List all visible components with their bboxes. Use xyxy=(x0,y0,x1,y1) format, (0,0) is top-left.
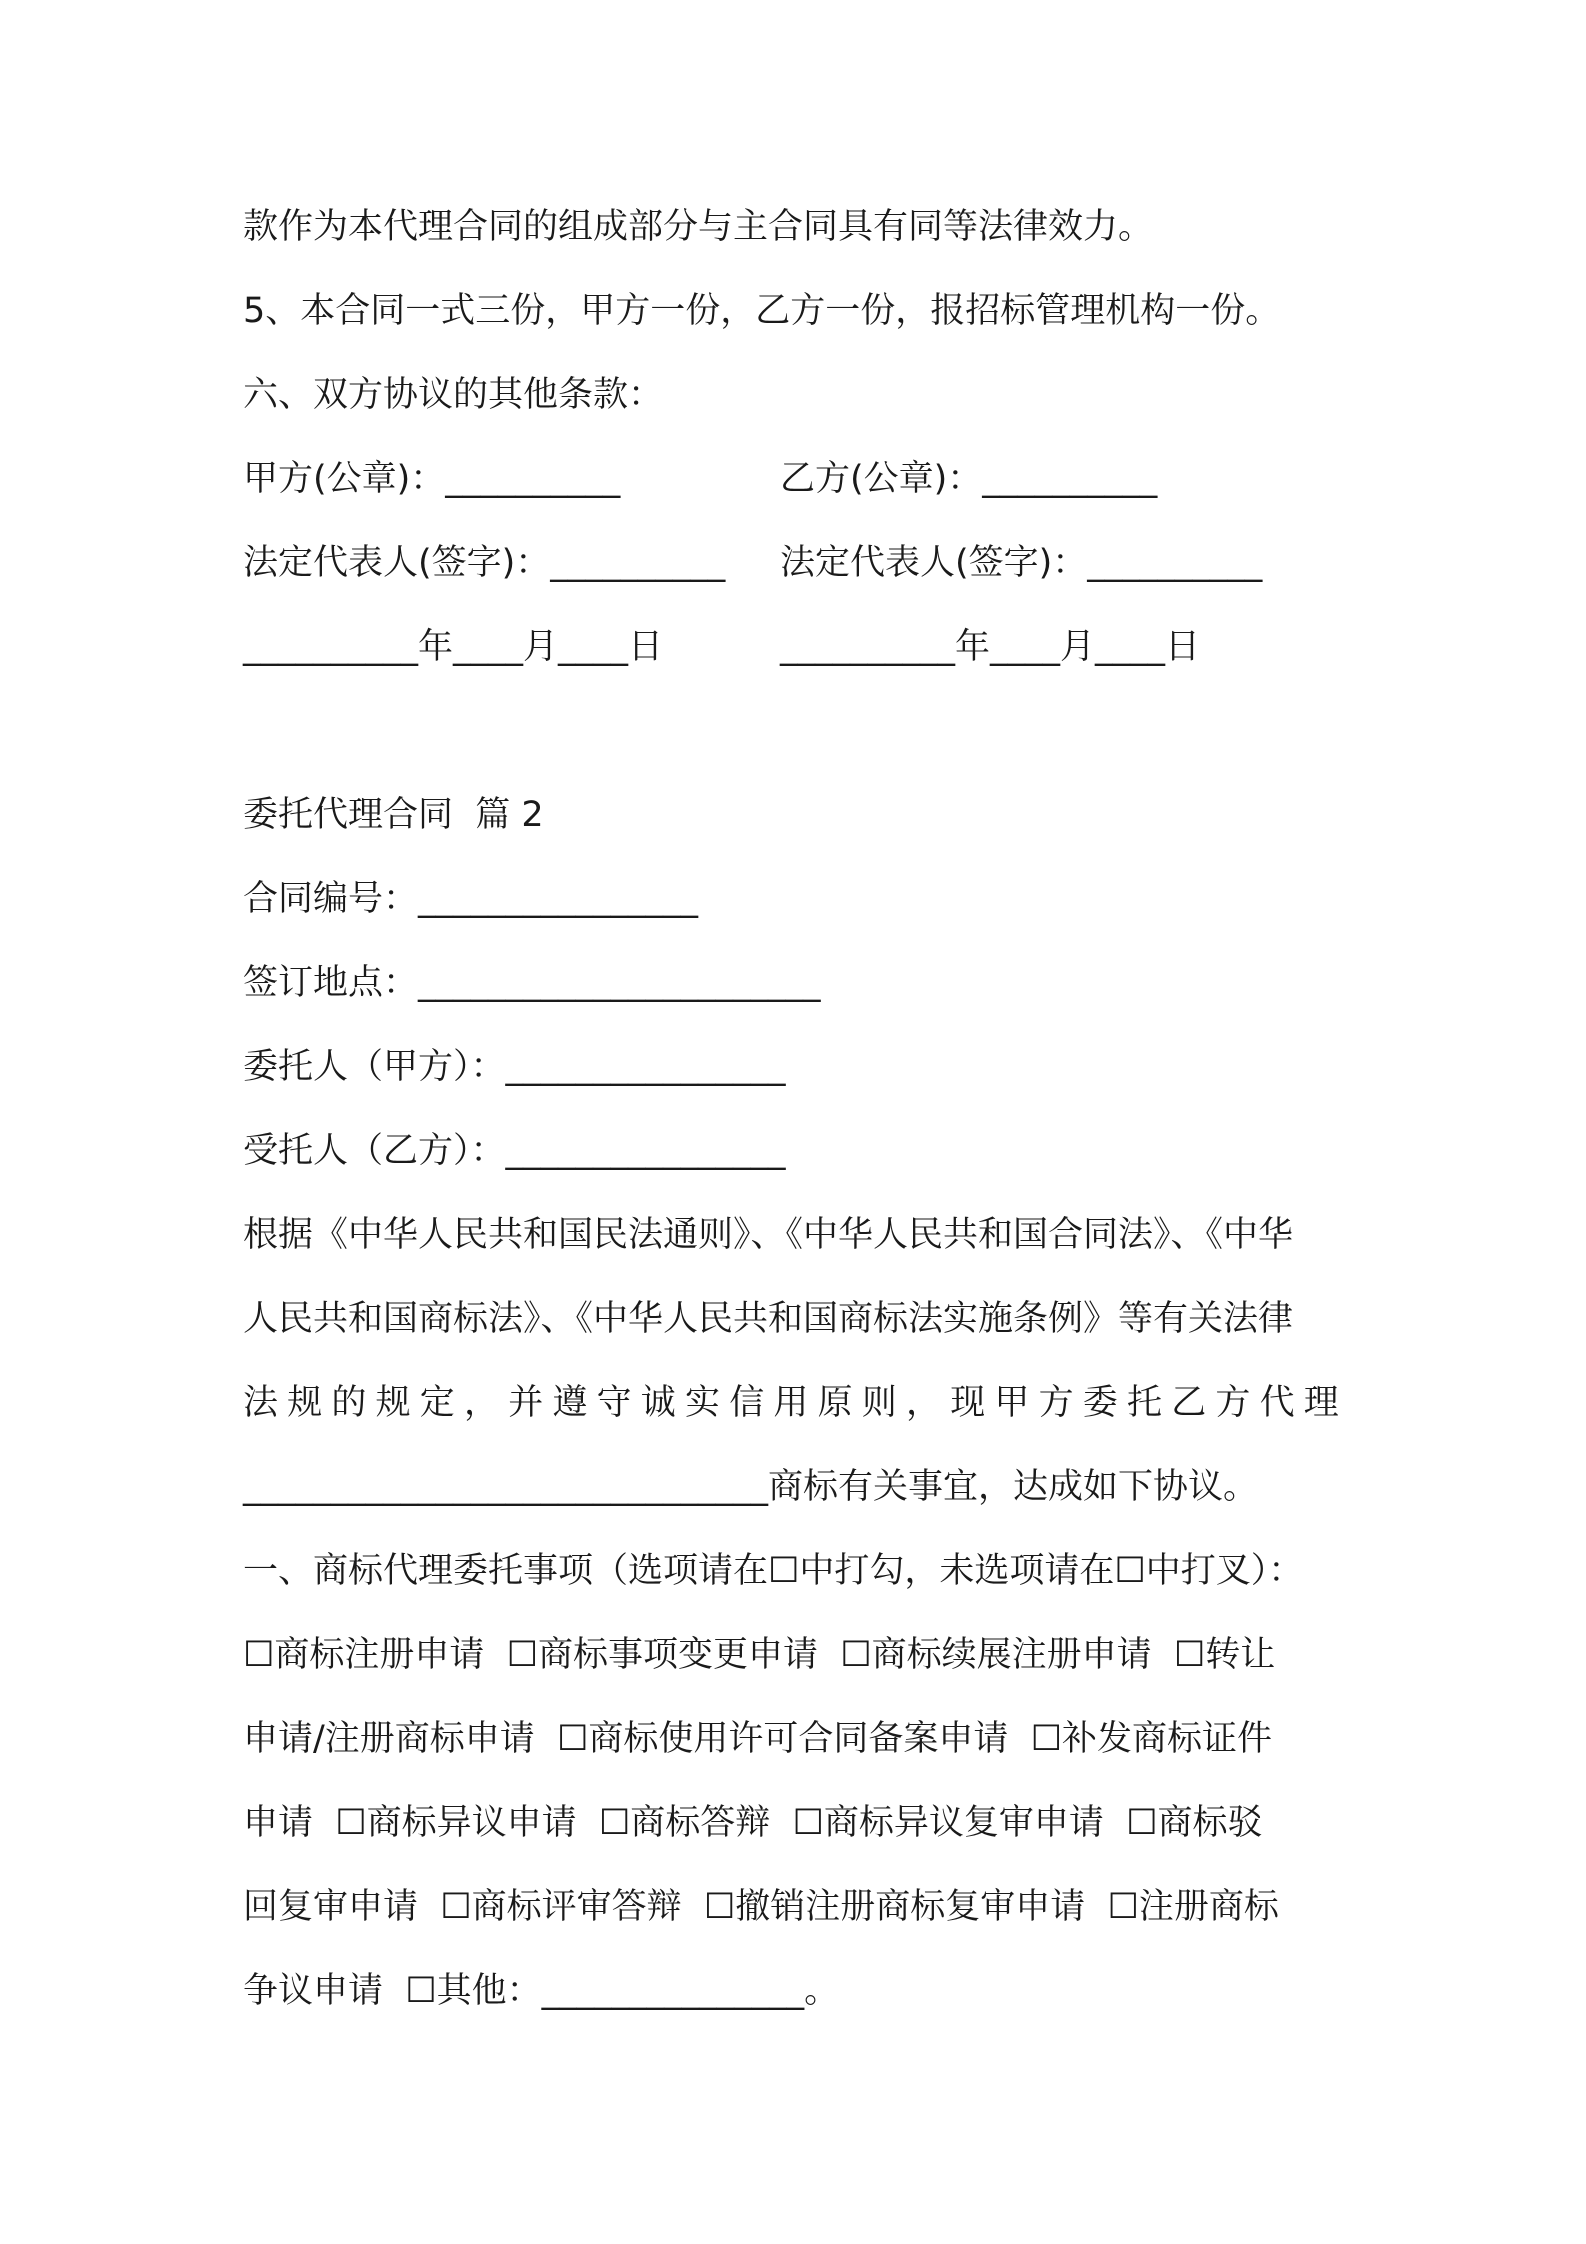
contract-number-field: 合同编号：________________ xyxy=(243,879,699,919)
contract-title: 委托代理合同 篇 2 xyxy=(243,795,544,835)
options-line: 争议申请 ☐其他：_______________。 xyxy=(243,1971,840,2011)
options-line: 申请 ☐商标异议申请 ☐商标答辩 ☐商标异议复审申请 ☐商标驳 xyxy=(243,1803,1263,1843)
party-a-representative-field: 法定代表人(签字)：__________ xyxy=(243,543,726,583)
party-b-seal-field: 乙方(公章)：__________ xyxy=(780,459,1158,499)
paragraph-line: 法规的规定，并遵守诚实信用原则，现甲方委托乙方代理 xyxy=(243,1383,1349,1423)
paragraph-line: 根据《中华人民共和国民法通则》、《中华人民共和国合同法》、《中华 xyxy=(243,1215,1294,1255)
options-line: 申请/注册商标申请 ☐商标使用许可合同备案申请 ☐补发商标证件 xyxy=(243,1719,1273,1759)
item-1-heading: 一、商标代理委托事项（选项请在☐中打勾，未选项请在☐中打叉）： xyxy=(243,1551,1304,1591)
options-line: ☐商标注册申请 ☐商标事项变更申请 ☐商标续展注册申请 ☐转让 xyxy=(243,1635,1276,1675)
options-line: 回复审申请 ☐商标评审答辩 ☐撤销注册商标复审申请 ☐注册商标 xyxy=(243,1887,1279,1927)
party-a-seal-field: 甲方(公章)：__________ xyxy=(243,459,621,499)
paragraph-line: 人民共和国商标法》、《中华人民共和国商标法实施条例》等有关法律 xyxy=(243,1299,1294,1339)
party-b-representative-field: 法定代表人(签字)：__________ xyxy=(780,543,1263,583)
signing-place-field: 签订地点：_______________________ xyxy=(243,963,821,1003)
party-b-date-field: __________年____月____日 xyxy=(780,627,1201,667)
client-field: 委托人（甲方）：________________ xyxy=(243,1047,786,1087)
paragraph-line: ______________________________商标有关事宜，达成如下协议。 xyxy=(243,1467,1259,1507)
clause-6-heading: 六、双方协议的其他条款： xyxy=(243,375,664,415)
agent-field: 受托人（乙方）：________________ xyxy=(243,1131,786,1171)
clause-5: 5、本合同一式三份，甲方一份，乙方一份，报招标管理机构一份。 xyxy=(243,291,1281,331)
clause-continuation: 款作为本代理合同的组成部分与主合同具有同等法律效力。 xyxy=(243,207,1154,247)
party-a-date-field: __________年____月____日 xyxy=(243,627,664,667)
